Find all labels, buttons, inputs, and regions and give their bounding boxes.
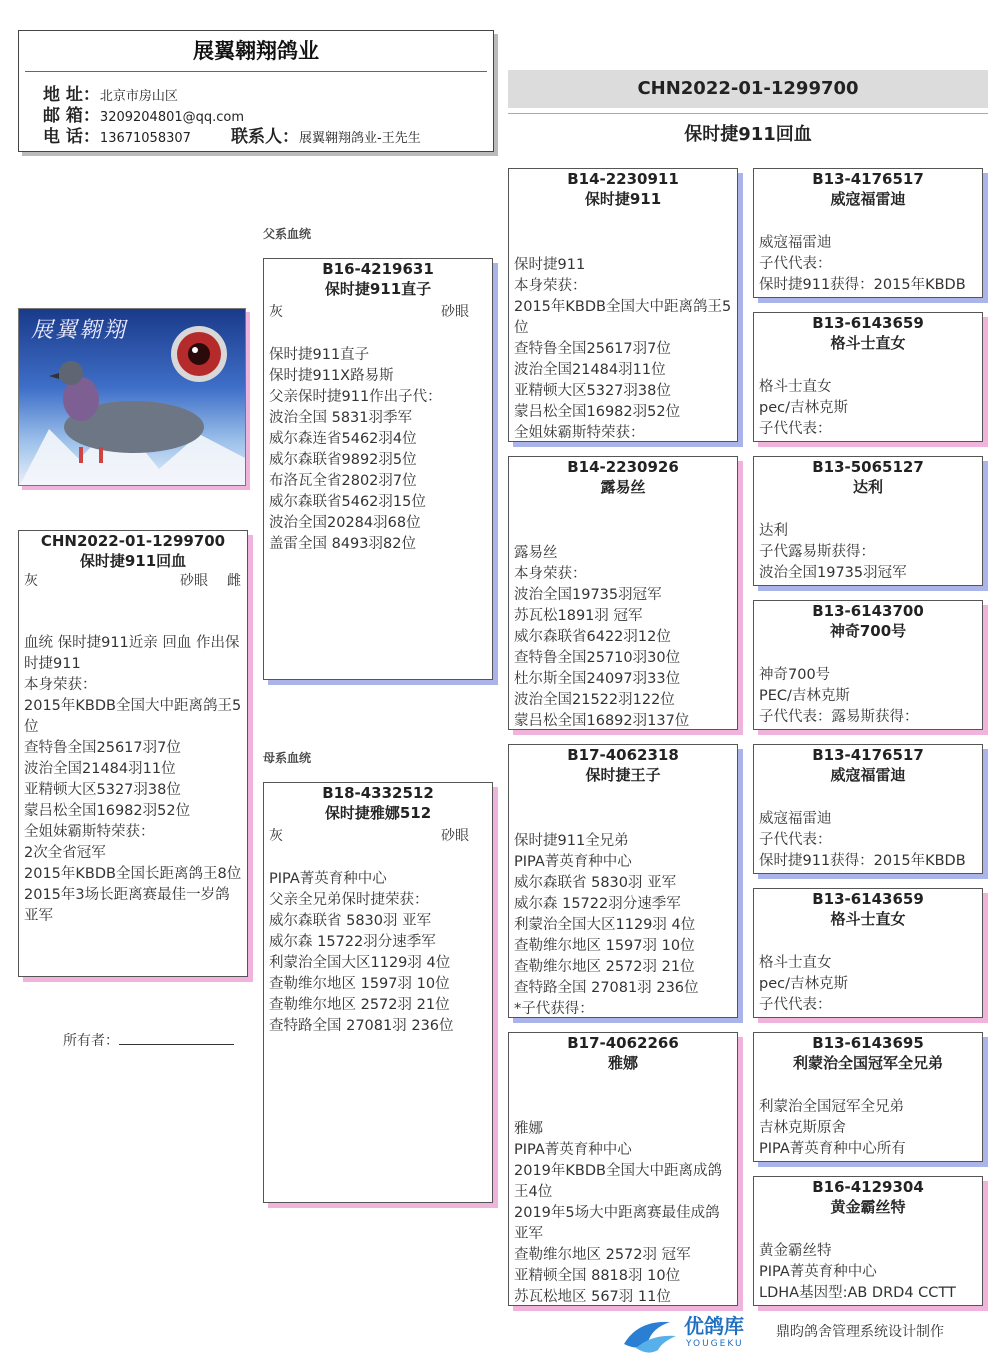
ggp-line: pec/吉林克斯: [759, 400, 848, 416]
ggp-ring: B13-4176517: [812, 170, 924, 188]
gp-line: 全姐妹霸斯特荣获：: [514, 425, 645, 441]
gp-line: 露易丝: [514, 545, 558, 561]
ggp-line: 波治全国19735羽冠军: [759, 565, 907, 581]
subject-line: 血统 保时捷911近亲 回血 作出保时捷911: [24, 635, 240, 672]
gp-name: 保时捷王子: [585, 766, 661, 784]
dam-eye: 砂眼: [441, 828, 469, 844]
photo-caption: 展翼翱翔: [31, 318, 128, 343]
subject-line: 亚精顿大区5327羽38位: [24, 782, 181, 798]
gp-line: 本身荣获：: [514, 566, 587, 582]
gp-details: [509, 831, 737, 1018]
ggp-line: LDHA基因型:AB DRD4 CCTT: [759, 1285, 956, 1301]
sire-line: 保时捷911X路易斯: [269, 368, 394, 384]
subject-line: 本身荣获：: [24, 677, 97, 693]
gp-name: 雅娜: [607, 1054, 638, 1072]
sire-details: [264, 345, 492, 555]
ggp-ring: B13-6143659: [812, 314, 924, 332]
dam-line: 父亲全兄弟保时捷荣获：: [269, 892, 429, 908]
gp-details: [509, 543, 737, 730]
gp-line: 蒙吕松全国16892羽137位: [514, 713, 690, 729]
ggp-line: 子代露易斯获得：: [759, 544, 875, 560]
ggp-line: 子代代表：: [759, 997, 832, 1013]
dam-attrs: [264, 826, 492, 846]
subject-line: 2次全省冠军: [24, 845, 106, 861]
dam-details: [264, 869, 492, 1037]
brand-logo-icon: [618, 1312, 682, 1356]
ggp-name: 威寇福雷迪: [830, 766, 906, 784]
granddam-paternal-card: [508, 456, 738, 730]
ggp-name: 威寇福雷迪: [830, 190, 906, 208]
owner-blank[interactable]: [119, 1030, 234, 1045]
brand-name-en: YOUGEKU: [686, 1339, 744, 1349]
gp-line: 查特路全国 27081羽 236位: [514, 980, 699, 996]
ggp-name: 格斗士直女: [830, 334, 906, 352]
ggp-line: 威寇福雷迪: [759, 235, 832, 251]
dam-ring: B18-4332512: [322, 784, 434, 802]
gp-line: 查勒维尔地区 2572羽 21位: [514, 959, 695, 975]
ggp-details: [754, 377, 982, 440]
subject-line: 2015年KBDB全国大中距离鸽王5位: [24, 698, 242, 735]
pigeon-photo: [18, 308, 246, 486]
gp-line: PIPA菁英育种中心: [514, 1142, 632, 1158]
ggp-line: 威寇福雷迪: [759, 811, 832, 827]
gp-line: 威尔森联省 5830羽 亚军: [514, 875, 677, 891]
gp-ring: B17-4062266: [567, 1034, 679, 1052]
gp-line: 波治全国21484羽11位: [514, 362, 666, 378]
ggp-line: 子代代表：: [759, 832, 832, 848]
gp-line: 波治全国19735羽冠军: [514, 587, 662, 603]
sire-line: 威尔森连省5462羽4位: [269, 431, 417, 447]
subject-line: 查特鲁全国25617羽7位: [24, 740, 181, 756]
subject-line: 2015年3场长距离赛最佳一岁鸽亚军: [24, 887, 230, 924]
gp-line: 保时捷911全兄弟: [514, 833, 629, 849]
email-label: 邮 箱：: [43, 106, 100, 126]
ggp-details: [754, 809, 982, 872]
ggp-line: 保时捷911获得：2015年KBDB: [759, 853, 966, 869]
subject-details: [19, 633, 247, 927]
email-row: [43, 106, 244, 128]
ggp-card-3: [753, 456, 983, 586]
subject-sex: 雌: [227, 573, 241, 589]
gp-name: 露易丝: [600, 478, 646, 496]
gp-details: [509, 255, 737, 442]
ggp-line: 子代代表：: [759, 256, 832, 272]
ggp-ring: B13-5065127: [812, 458, 924, 476]
ggp-line: 利蒙治全国冠军全兄弟: [759, 1099, 904, 1115]
ggp-ring: B16-4129304: [812, 1178, 924, 1196]
sire-attrs: [264, 302, 492, 322]
phone-value: 13671058307: [99, 131, 191, 146]
gp-line: 2015年KBDB全国大中距离鸽王5位: [514, 299, 732, 336]
dam-line: 查特路全国 27081羽 236位: [269, 1018, 454, 1034]
gp-line: 蒙吕松全国16982羽52位: [514, 404, 681, 420]
ggp-card-6: [753, 888, 983, 1018]
footer: [618, 1312, 998, 1358]
ggp-card-7: [753, 1032, 983, 1162]
gp-line: 亚精顿全国 8818羽 10位: [514, 1268, 681, 1284]
ggp-details: [754, 665, 982, 728]
gp-line: PIPA菁英育种中心: [514, 854, 632, 870]
gp-line: 雅娜: [514, 1121, 543, 1137]
ggp-details: [754, 1097, 982, 1160]
ggp-line: 吉林克斯原舍: [759, 1120, 846, 1136]
subject-color: 灰: [24, 573, 38, 589]
subject-line: 2015年KBDB全国长距离鸽王8位: [24, 866, 242, 882]
ggp-card-4: [753, 600, 983, 730]
contact-label: 联系人：: [231, 127, 299, 147]
ggp-details: [754, 233, 982, 296]
brand-name: 优鸽库: [684, 1314, 744, 1338]
gp-line: 查勒维尔地区 1597羽 10位: [514, 938, 695, 954]
phone-label: 电 话：: [43, 127, 100, 147]
subject-attrs: [19, 571, 247, 591]
pigeon-image-icon: [19, 309, 246, 486]
gp-ring: B14-2230911: [567, 170, 679, 188]
email-value: 3209204801@qq.com: [99, 110, 245, 125]
ggp-details: [754, 1241, 982, 1304]
sire-line: 保时捷911直子: [269, 347, 370, 363]
gp-line: 保时捷911: [514, 257, 586, 273]
gp-line: 亚精顿大区5327羽38位: [514, 383, 671, 399]
gp-line: 威尔森 15722羽分速季军: [514, 896, 681, 912]
ggp-details: [754, 953, 982, 1016]
ggp-card-8: [753, 1176, 983, 1306]
dam-line: 查勒维尔地区 2572羽 21位: [269, 997, 450, 1013]
ggp-line: PIPA菁英育种中心: [759, 1264, 877, 1280]
contact-row: [231, 127, 421, 149]
ggp-line: PIPA菁英育种中心所有: [759, 1141, 906, 1157]
gp-line: 苏瓦松1891羽 冠军: [514, 608, 643, 624]
gp-line: 利蒙治全国大区1129羽 4位: [514, 917, 696, 933]
subject-line: 波治全国21484羽11位: [24, 761, 176, 777]
dam-line: 利蒙治全国大区1129羽 4位: [269, 955, 451, 971]
dam-card: [263, 782, 493, 1203]
dam-line: 威尔森联省 5830羽 亚军: [269, 913, 432, 929]
gp-line: 威尔森联省6422羽12位: [514, 629, 671, 645]
ggp-card-1: [753, 168, 983, 298]
gp-details: [509, 1119, 737, 1306]
gp-line: 苏瓦松地区 567羽 11位: [514, 1289, 671, 1305]
ggp-name: 利蒙治全国冠军全兄弟: [792, 1054, 943, 1072]
phone-row: [43, 127, 191, 149]
contact-value: 展翼翱翔鸽业-王先生: [299, 131, 421, 146]
owner-field[interactable]: [63, 1030, 234, 1051]
ggp-name: 神奇700号: [829, 622, 907, 640]
ggp-ring: B13-4176517: [812, 746, 924, 764]
gp-line: 查特鲁全国25710羽30位: [514, 650, 681, 666]
dam-name: 保时捷雅娜512: [324, 804, 432, 822]
dam-line: 威尔森 15722羽分速季军: [269, 934, 436, 950]
subject-eye: 砂眼: [180, 573, 208, 589]
gp-ring: B14-2230926: [567, 458, 679, 476]
header-divider: [25, 71, 487, 72]
owner-label: 所有者：: [63, 1033, 119, 1049]
granddam-maternal-card: [508, 1032, 738, 1306]
sire-color: 灰: [269, 304, 283, 320]
sire-line: 波治全国 5831羽季军: [269, 410, 413, 426]
ggp-card-5: [753, 744, 983, 874]
gp-line: 2019年5场大中距离赛最佳成鸽亚军: [514, 1205, 720, 1242]
subject-ring: CHN2022-01-1299700: [40, 532, 226, 550]
dam-line: PIPA菁英育种中心: [269, 871, 387, 887]
banner-divider: [508, 113, 988, 114]
credit-text: 鼎昀鸽舍管理系统设计制作: [776, 1324, 944, 1340]
gp-line: 2019年KBDB全国大中距离成鸽王4位: [514, 1163, 722, 1200]
dam-line: 查勒维尔地区 1597羽 10位: [269, 976, 450, 992]
sire-line: 盖雷全国 8493羽82位: [269, 536, 416, 552]
subject-line: 全姐妹霸斯特荣获：: [24, 824, 155, 840]
ggp-name: 格斗士直女: [830, 910, 906, 928]
address-row: [43, 85, 178, 107]
ggp-details: [754, 521, 982, 584]
sire-line: 威尔森联省9892羽5位: [269, 452, 417, 468]
subject-name: 保时捷911回血: [79, 552, 187, 570]
ggp-line: 子代代表：: [759, 421, 832, 437]
gp-name: 保时捷911: [584, 190, 662, 208]
gp-line: 本身荣获：: [514, 278, 587, 294]
ggp-line: 黄金霸丝特: [759, 1243, 832, 1259]
gp-line: *子代获得：: [514, 1001, 594, 1017]
address-value: 北京市房山区: [99, 89, 178, 104]
dam-section-label: 母系血统: [263, 751, 312, 765]
ggp-line: pec/吉林克斯: [759, 976, 848, 992]
gp-line: 波治全国21522羽122位: [514, 692, 675, 708]
gp-ring: B17-4062318: [567, 746, 679, 764]
grandsire-paternal-card: [508, 168, 738, 442]
ggp-line: 达利: [759, 523, 788, 539]
sire-line: 波治全国20284羽68位: [269, 515, 421, 531]
gp-line: 查勒维尔地区 2572羽 冠军: [514, 1247, 691, 1263]
ggp-ring: B13-6143695: [812, 1034, 924, 1052]
ggp-line: 神奇700号: [759, 667, 831, 683]
ggp-line: 格斗士直女: [759, 955, 832, 971]
banner-name: 保时捷911回血: [684, 124, 812, 145]
sire-eye: 砂眼: [441, 304, 469, 320]
sire-name: 保时捷911直子: [324, 280, 432, 298]
sire-line: 父亲保时捷911作出子代：: [269, 389, 442, 405]
sire-ring: B16-4219631: [322, 260, 434, 278]
grandsire-maternal-card: [508, 744, 738, 1018]
sire-card: [263, 258, 493, 680]
subject-line: 蒙吕松全国16982羽52位: [24, 803, 191, 819]
ggp-line: 保时捷911获得：2015年KBDB: [759, 277, 966, 293]
gp-line: 查特鲁全国25617羽7位: [514, 341, 671, 357]
sire-line: 威尔森联省5462羽15位: [269, 494, 426, 510]
sire-section-label: 父系血统: [263, 227, 312, 241]
ggp-name: 达利: [852, 478, 883, 496]
address-label: 地 址：: [43, 85, 100, 105]
company-name: 展翼翱翔鸽业: [193, 39, 319, 63]
dam-color: 灰: [269, 828, 283, 844]
ggp-ring: B13-6143700: [812, 602, 924, 620]
banner-ring: CHN2022-01-1299700: [508, 70, 988, 108]
sire-line: 布洛瓦全省2802羽7位: [269, 473, 417, 489]
ggp-line: 格斗士直女: [759, 379, 832, 395]
ggp-line: 子代代表：露易斯获得：: [759, 709, 919, 725]
ggp-name: 黄金霸丝特: [830, 1198, 906, 1216]
header-box: [18, 30, 494, 152]
subject-card: [18, 530, 248, 977]
ggp-card-2: [753, 312, 983, 442]
ggp-line: PEC/吉林克斯: [759, 688, 850, 704]
gp-line: 杜尔斯全国24097羽33位: [514, 671, 681, 687]
ggp-ring: B13-6143659: [812, 890, 924, 908]
